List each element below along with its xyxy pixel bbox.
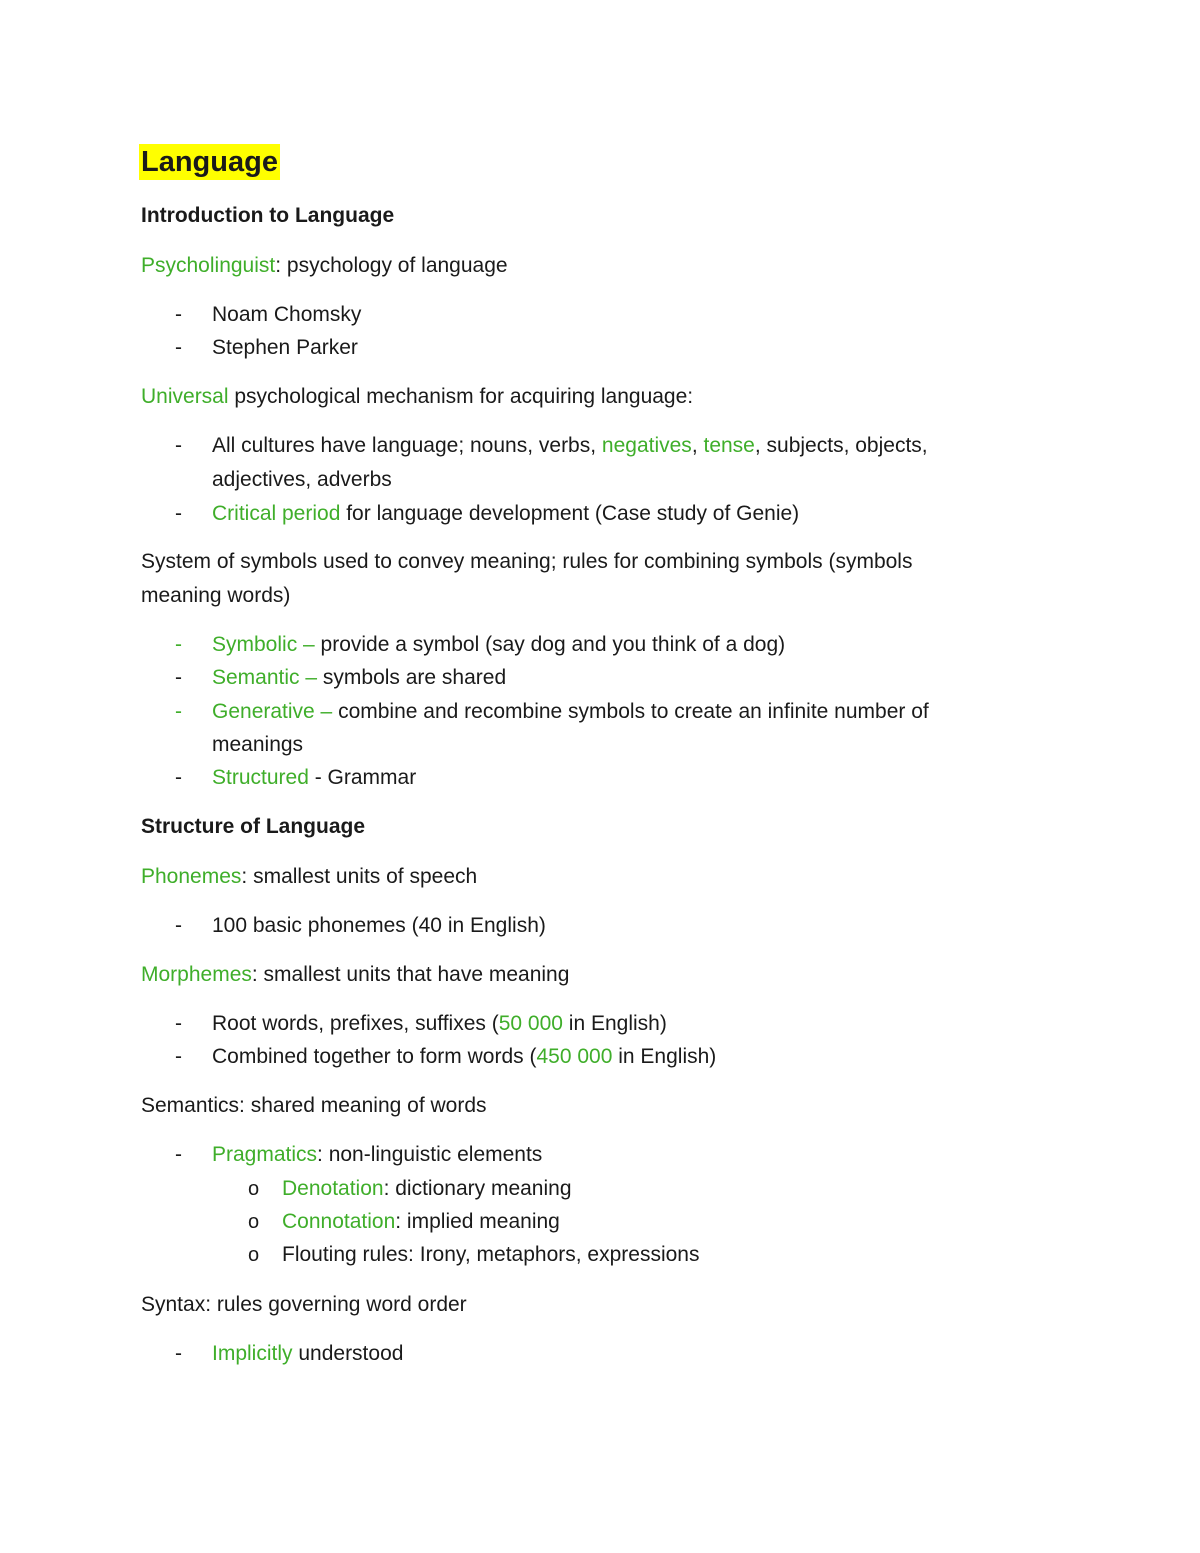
- term-negatives: negatives: [601, 434, 692, 457]
- page-title: Language: [141, 146, 278, 178]
- list-item: [212, 699, 929, 725]
- text-span: in English): [562, 1012, 667, 1035]
- text-span: Combined together to form words (: [212, 1045, 537, 1068]
- term-phonemes: Phonemes: [141, 865, 242, 888]
- system-line: System of symbols used to convey meaning; rules for combining symbols (symbols: [141, 550, 913, 573]
- dash-marker: -: [175, 502, 182, 525]
- dash-marker: -: [175, 1342, 182, 1365]
- circle-bullet-icon: o: [248, 1178, 260, 1200]
- list-item: [212, 1341, 403, 1367]
- text-span: Root words, prefixes, suffixes (: [212, 1012, 499, 1035]
- text-span: : smallest units of speech: [241, 865, 478, 888]
- list-item: 100 basic phonemes (40 in English): [212, 914, 546, 937]
- sub-list-item: [282, 1209, 560, 1235]
- term-tense: tense: [703, 434, 755, 457]
- sub-list-item: Flouting rules: Irony, metaphors, expressions: [282, 1243, 700, 1266]
- term-critical-period: Critical period: [212, 502, 341, 525]
- section-heading-intro: Introduction to Language: [141, 204, 395, 227]
- dash-marker: -: [175, 666, 182, 689]
- text-span: symbols are shared: [317, 666, 507, 689]
- text-span: : implied meaning: [395, 1210, 560, 1233]
- list-item: Noam Chomsky: [212, 303, 362, 326]
- dash-marker: -: [175, 1143, 182, 1166]
- semantics-line: Semantics: shared meaning of words: [141, 1094, 487, 1117]
- term-psycholinguist: Psycholinguist: [141, 254, 276, 277]
- list-item: [212, 1044, 716, 1070]
- term-connotation: Connotation: [282, 1210, 396, 1233]
- list-item-continuation: adjectives, adverbs: [212, 468, 392, 491]
- morphemes-line: [141, 962, 569, 988]
- circle-bullet-icon: o: [248, 1211, 260, 1233]
- list-item: [212, 1142, 542, 1168]
- dash-marker: -: [175, 914, 182, 937]
- sub-list-item: [282, 1176, 572, 1202]
- circle-bullet-icon: o: [248, 1244, 260, 1266]
- dash-marker: -: [175, 700, 182, 723]
- psycholinguist-line: [141, 253, 508, 279]
- text-span: ,: [691, 434, 704, 457]
- universal-def: psychological mechanism for acquiring language:: [228, 385, 694, 408]
- term-universal: Universal: [141, 385, 229, 408]
- text-span: , subjects, objects,: [754, 434, 928, 457]
- text-span: - Grammar: [308, 766, 417, 789]
- list-item: [212, 665, 506, 691]
- dash-marker: -: [175, 303, 182, 326]
- dash-marker: -: [175, 1012, 182, 1035]
- dash-marker: -: [175, 633, 182, 656]
- text-span: for language development (Case study of Genie): [340, 502, 800, 525]
- term-implicitly: Implicitly: [212, 1342, 293, 1365]
- dash-marker: -: [175, 434, 182, 457]
- universal-line: [141, 384, 693, 410]
- text-span: : dictionary meaning: [383, 1177, 572, 1200]
- text-span: All cultures have language; nouns, verbs,: [212, 434, 602, 457]
- phonemes-line: [141, 864, 477, 890]
- term-pragmatics: Pragmatics: [212, 1143, 318, 1166]
- text-span: : smallest units that have meaning: [251, 963, 570, 986]
- section-heading-structure: Structure of Language: [141, 815, 366, 838]
- list-item: [212, 765, 416, 791]
- term-symbolic: Symbolic –: [212, 633, 315, 656]
- text-span: understood: [292, 1342, 404, 1365]
- dash-marker: -: [175, 766, 182, 789]
- list-item: [212, 501, 799, 527]
- text-span: in English): [612, 1045, 717, 1068]
- psycholinguist-def: : psychology of language: [275, 254, 508, 277]
- term-structured: Structured: [212, 766, 309, 789]
- list-item-continuation: meanings: [212, 733, 304, 756]
- term-generative: Generative –: [212, 700, 333, 723]
- syntax-line: Syntax: rules governing word order: [141, 1293, 467, 1316]
- text-span: provide a symbol (say dog and you think of a dog): [314, 633, 786, 656]
- dash-marker: -: [175, 1045, 182, 1068]
- dash-marker: -: [175, 336, 182, 359]
- list-item: [212, 433, 928, 459]
- term-morphemes: Morphemes: [141, 963, 252, 986]
- number-450000: 450 000: [536, 1045, 613, 1068]
- text-span: : non-linguistic elements: [317, 1143, 543, 1166]
- list-item: [212, 1011, 667, 1037]
- number-50000: 50 000: [498, 1012, 563, 1035]
- list-item: [212, 632, 785, 658]
- text-span: combine and recombine symbols to create an infinite number of: [332, 700, 929, 723]
- list-item: Stephen Parker: [212, 336, 358, 359]
- term-denotation: Denotation: [282, 1177, 384, 1200]
- system-line-continuation: meaning words): [141, 584, 291, 607]
- term-semantic: Semantic –: [212, 666, 318, 689]
